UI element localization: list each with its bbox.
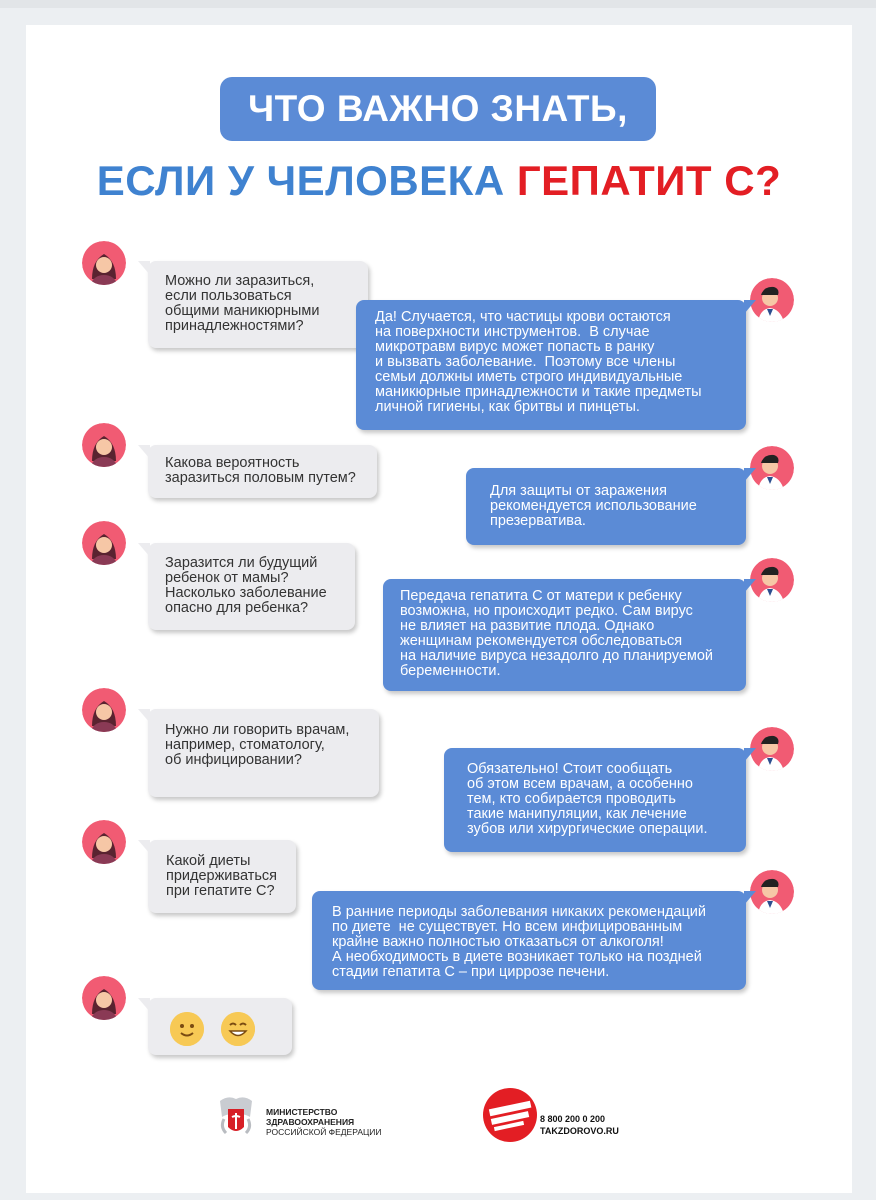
- answer-bubble: [444, 748, 746, 852]
- patient-avatar-icon: [82, 521, 126, 565]
- answer-text: В ранние периоды заболевания никаких рекомендаций по диете не существует. Но всем инфицированным крайне важно полностью отказаться от алкоголя! А необходимость в диете возникает только на поздней стадии гепатита С – при циррозе печени.: [332, 904, 706, 980]
- question-bubble: [148, 840, 296, 913]
- question-text: Какой диеты придерживаться при гепатите С?: [166, 853, 277, 899]
- answer-bubble: [312, 891, 746, 990]
- ministry-name: [266, 1107, 382, 1137]
- doctor-avatar-icon: [750, 446, 794, 490]
- answer-text: Обязательно! Стоит сообщать об этом всем врачам, а особенно тем, кто собирается проводить такие манипуляции, как лечение зубов или хирургические операции.: [467, 761, 708, 837]
- question-bubble: [148, 445, 377, 498]
- title-line-2: [26, 157, 852, 205]
- title-banner: [220, 77, 656, 141]
- answer-text: Передача гепатита С от матери к ребенку возможна, но происходит редко. Сам вирус не влияет на развитие плода. Однако женщинам рекомендуется обследоваться на наличие вируса незадолго до планируемой беременности.: [400, 588, 714, 679]
- ministry-line-1: МИНИСТЕРСТВО: [266, 1107, 338, 1117]
- doctor-avatar-icon: [750, 727, 794, 771]
- question-text: Заразится ли будущий ребенок от мамы? Насколько заболевание опасно для ребенка?: [165, 555, 327, 616]
- patient-avatar-icon: [82, 423, 126, 467]
- doctor-avatar-icon: [750, 278, 794, 322]
- patient-avatar-icon: [82, 820, 126, 864]
- ministry-emblem-icon: [214, 1093, 258, 1146]
- patient-avatar-icon: [82, 241, 126, 285]
- answer-bubble: [466, 468, 746, 545]
- question-bubble: [148, 261, 368, 348]
- patient-avatar-icon: [82, 688, 126, 732]
- title-line-2-prefix: ЕСЛИ У ЧЕЛОВЕКА: [96, 157, 517, 204]
- patient-avatar-icon: [82, 976, 126, 1020]
- answer-bubble: [356, 300, 746, 430]
- answer-text: Да! Случается, что частицы крови остаются на поверхности инструментов. В случае микротравм вирус может попасть в ранку и вызвать заболевание. Поэтому все члены семьи должны иметь строго индивидуальные маникюрные принадлежности и такие предметы личной гигиены, как бритвы и пинцеты.: [375, 309, 702, 415]
- takzdorovo-logo-icon: [482, 1087, 538, 1148]
- takzdorovo-contacts: [540, 1113, 619, 1137]
- smiling-face-emoji-icon: [170, 1012, 204, 1046]
- question-text: Какова вероятность заразиться половым путем?: [165, 455, 356, 486]
- title-line-1: ЧТО ВАЖНО ЗНАТЬ,: [248, 88, 628, 129]
- question-bubble: [148, 543, 355, 630]
- ministry-line-2: ЗДРАВООХРАНЕНИЯ: [266, 1117, 355, 1127]
- ministry-line-3: РОССИЙСКОЙ ФЕДЕРАЦИИ: [266, 1127, 382, 1137]
- emoji-reply-bubble: [148, 998, 292, 1055]
- title-line-2-highlight: ГЕПАТИТ С?: [516, 157, 782, 204]
- question-text: Нужно ли говорить врачам, например, стоматологу, об инфицировании?: [165, 722, 350, 768]
- poster: [26, 25, 852, 1193]
- question-bubble: [148, 709, 379, 797]
- doctor-avatar-icon: [750, 870, 794, 914]
- answer-text: Для защиты от заражения рекомендуется использование презерватива.: [490, 483, 697, 529]
- doctor-avatar-icon: [750, 558, 794, 602]
- takzdorovo-site: TAKZDOROVO.RU: [540, 1126, 619, 1136]
- window-top-edge: [0, 0, 876, 8]
- hotline-phone: 8 800 200 0 200: [540, 1114, 606, 1124]
- question-text: Можно ли заразиться, если пользоваться общими маникюрными принадлежностями?: [165, 273, 320, 334]
- grinning-face-emoji-icon: [221, 1012, 255, 1046]
- answer-bubble: [383, 579, 746, 691]
